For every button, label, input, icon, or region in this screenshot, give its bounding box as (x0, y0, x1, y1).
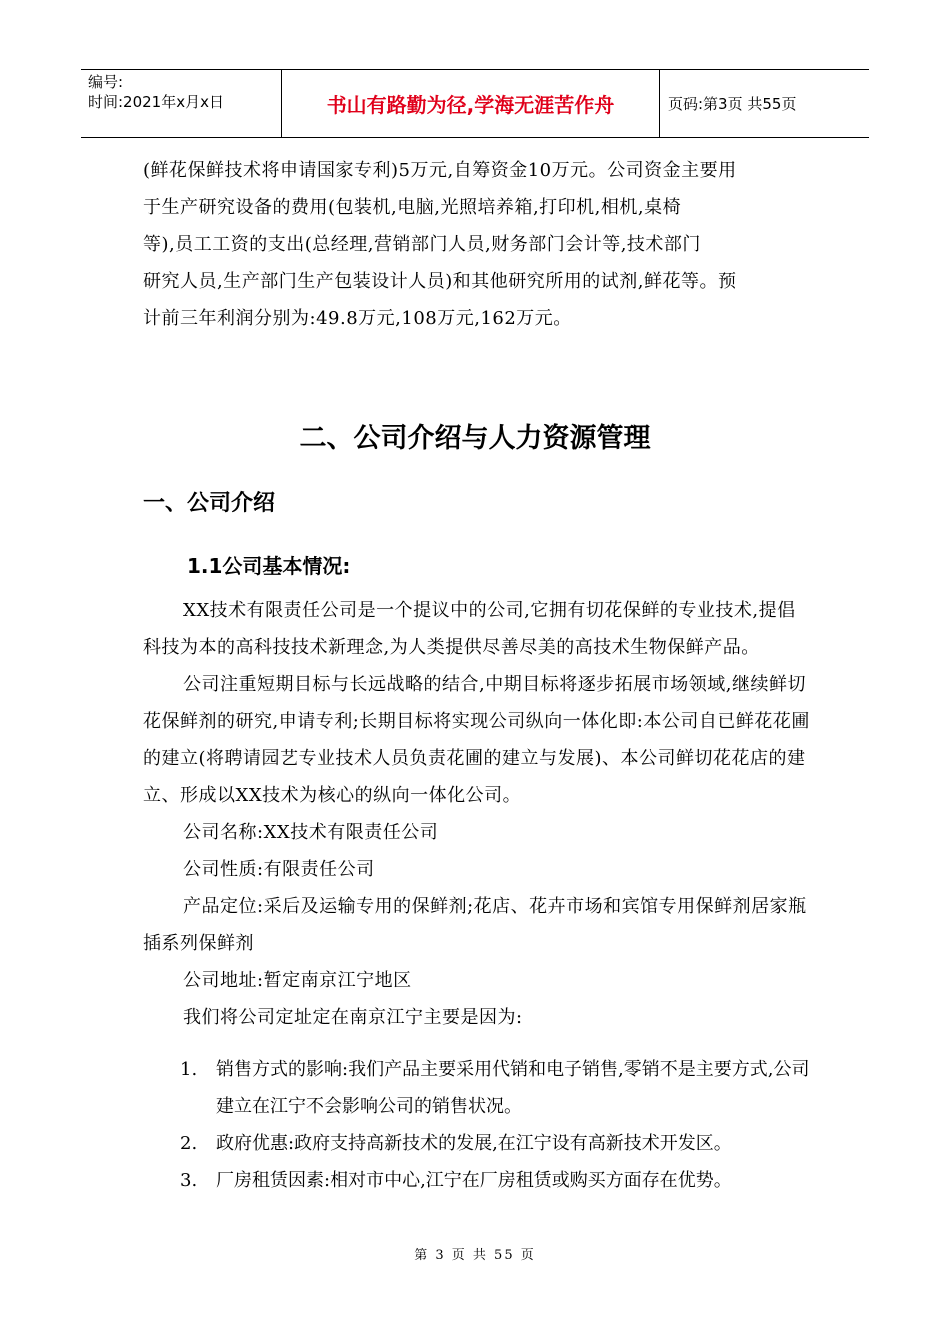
company-name-line: 公司名称:XX技术有限责任公司 (183, 822, 439, 843)
intro-line: 计前三年利润分别为:49.8万元,108万元,162万元。 (143, 308, 572, 329)
reasons-list (180, 1051, 820, 1199)
intro-line: 于生产研究设备的费用(包装机,电脑,光照培养箱,打印机,相机,桌椅 (143, 197, 682, 218)
page-header (81, 69, 869, 138)
list-item (180, 1051, 820, 1125)
subsubsection-title: 1.1公司基本情况: (187, 554, 351, 578)
subsection-title: 一、公司介绍 (143, 491, 276, 516)
header-motto (282, 70, 660, 137)
company-address-line: 公司地址:暂定南京江宁地区 (183, 970, 412, 991)
date-label: 时间:2021年x月x日 (88, 93, 224, 111)
company-body (143, 592, 813, 1036)
header-page (660, 70, 869, 137)
intro-line: (鲜花保鲜技术将申请国家专利)5万元,自筹资金10万元。公司资金主要用 (143, 160, 737, 181)
intro-paragraph (143, 152, 813, 337)
list-item (180, 1162, 820, 1199)
list-item (180, 1125, 820, 1162)
list-number: 1. (180, 1059, 198, 1080)
section-title: 二、公司介绍与人力资源管理 (299, 423, 651, 454)
intro-line: 研究人员,生产部门生产包装设计人员)和其他研究所用的试剂,鲜花等。预 (143, 271, 737, 292)
company-nature-line: 公司性质:有限责任公司 (183, 859, 375, 880)
intro-line: 等),员工工资的支出(总经理,营销部门人员,财务部门会计等,技术部门 (143, 234, 701, 255)
header-meta (81, 70, 282, 137)
list-text: 销售方式的影响:我们产品主要采用代销和电子销售,零销不是主要方式,公司建立在江宁不会影响公司的销售状况。 (216, 1059, 810, 1117)
product-positioning-line: 产品定位:采后及运输专用的保鲜剂;花店、花卉市场和宾馆专用保鲜剂居家瓶插系列保鲜剂 (143, 896, 807, 954)
reason-intro-line: 我们将公司定址定在南京江宁主要是因为: (183, 1007, 523, 1028)
list-number: 3. (180, 1170, 198, 1191)
motto-text: 书山有路勤为径,学海无涯苦作舟 (326, 93, 615, 117)
page-label: 页码:第3页 共55页 (668, 95, 797, 113)
strategy-paragraph: 公司注重短期目标与长远战略的结合,中期目标将逐步拓展市场领域,继续鲜切花保鲜剂的研究,申请专利;长期目标将实现公司纵向一体化即:本公司自已鲜花花圃的建立(将聘请园艺专业技术人员负责花圃的建立与发展)、本公司鲜切花花店的建立、形成以XX技术为核心的纵向一体化公司。 (143, 674, 810, 806)
number-label: 编号: (88, 73, 124, 91)
company-overview-paragraph: XX技术有限责任公司是一个提议中的公司,它拥有切花保鲜的专业技术,提倡科技为本的高科技技术新理念,为人类提供尽善尽美的高技术生物保鲜产品。 (143, 600, 796, 658)
list-text: 政府优惠:政府支持高新技术的发展,在江宁设有高新技术开发区。 (216, 1133, 732, 1154)
page-footer: 第 3 页 共 55 页 (414, 1248, 536, 1263)
list-number: 2. (180, 1133, 198, 1154)
list-text: 厂房租赁因素:相对市中心,江宁在厂房租赁或购买方面存在优势。 (216, 1170, 732, 1191)
